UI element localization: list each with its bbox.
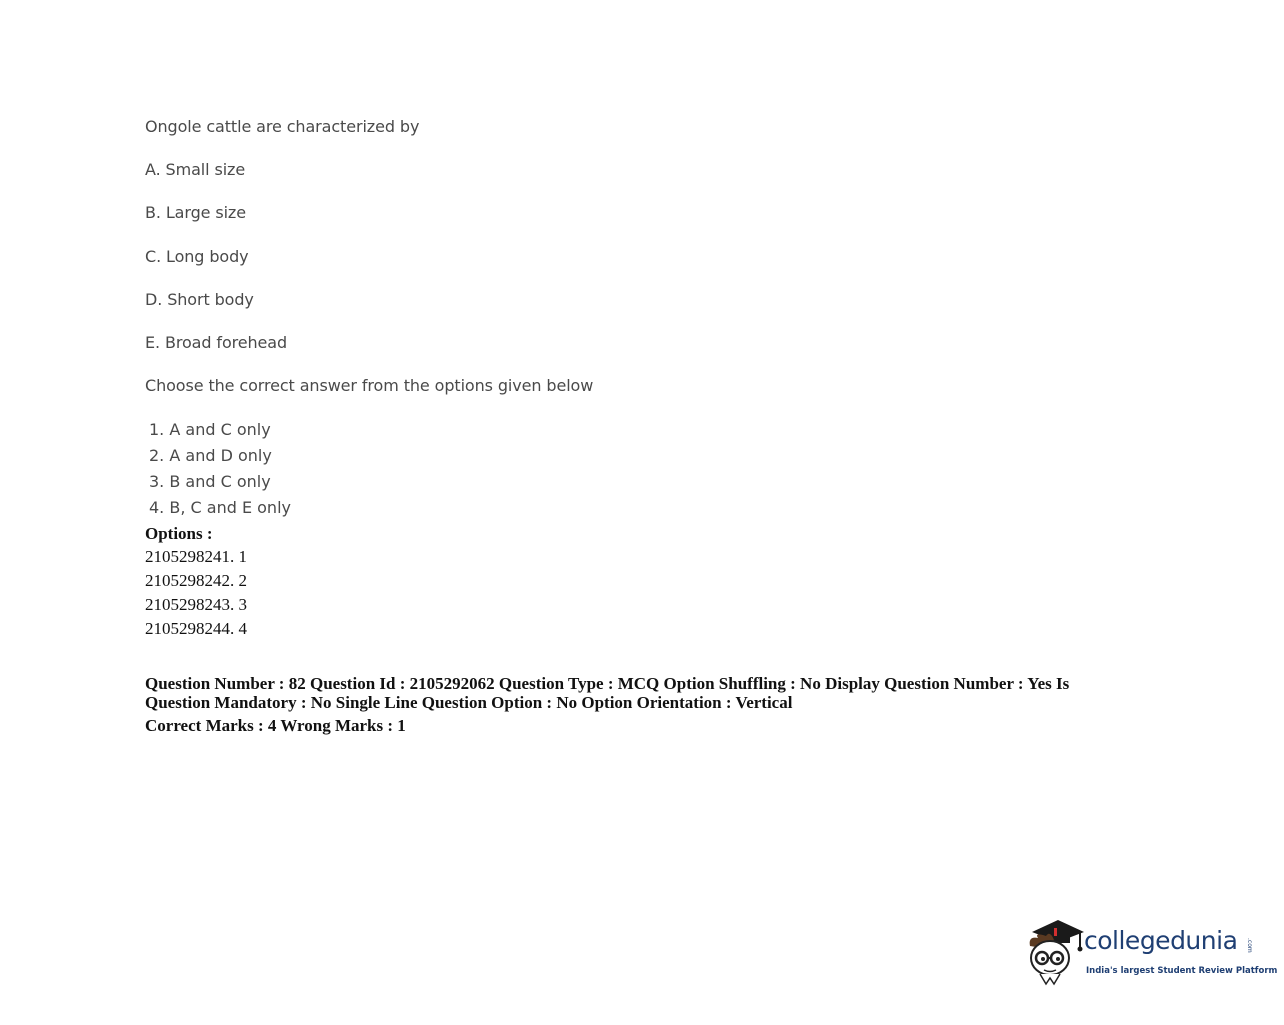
option-item-4: 2105298244. 4 [145, 619, 247, 638]
option-item-3: 2105298243. 3 [145, 595, 247, 614]
answer-choice-1: 1. A and C only [149, 420, 271, 439]
options-heading: Options : [145, 524, 213, 543]
option-item-1: 2105298241. 1 [145, 547, 247, 566]
statement-b: B. Large size [145, 203, 246, 222]
answer-choice-3: 3. B and C only [149, 472, 271, 491]
marks-info: Correct Marks : 4 Wrong Marks : 1 [145, 716, 406, 735]
logo-wordmark: collegedunia [1084, 926, 1238, 955]
collegedunia-logo [1024, 918, 1278, 988]
statement-a: A. Small size [145, 160, 246, 179]
question-stem: Ongole cattle are characterized by [145, 117, 420, 136]
option-item-2: 2105298242. 2 [145, 571, 247, 590]
statement-c: C. Long body [145, 247, 249, 266]
question-meta: Question Number : 82 Question Id : 2105292062 Question Type : MCQ Option Shuffling : No Display Question Number : Yes Is Question Mandatory : No Single Line Question Option : No Option Orientation : Vertical [145, 674, 1070, 712]
graduate-mascot-icon [1024, 918, 1086, 988]
statement-d: D. Short body [145, 290, 254, 309]
question-instruction: Choose the correct answer from the options given below [145, 376, 594, 395]
statement-e: E. Broad forehead [145, 333, 288, 352]
logo-tagline: India's largest Student Review Platform [1086, 966, 1278, 976]
logo-dotcom: .com [1246, 938, 1253, 953]
answer-choice-2: 2. A and D only [149, 446, 272, 465]
answer-choice-4: 4. B, C and E only [149, 498, 291, 517]
